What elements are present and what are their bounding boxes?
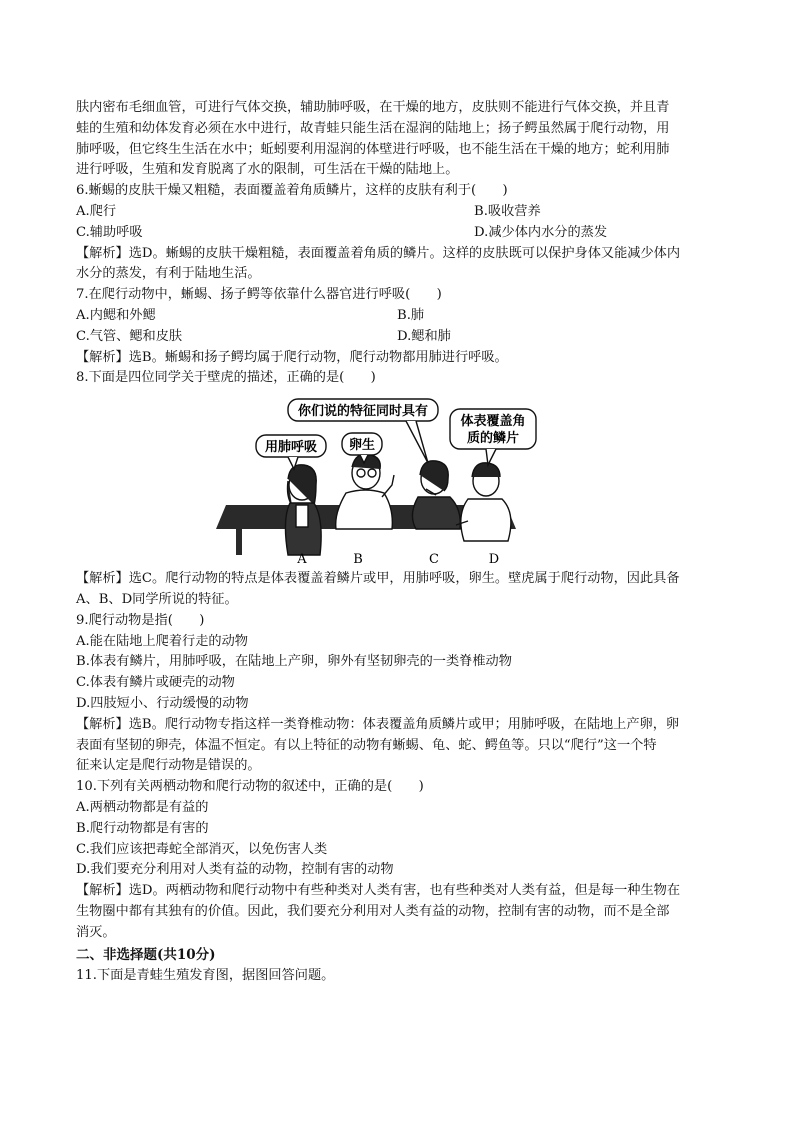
question-11-stem: 11.下面是青蛙生殖发育图，据图回答问题。 (76, 967, 335, 983)
question-7-options (76, 306, 718, 348)
option-c: C.气管、鳃和皮肤 (76, 328, 183, 344)
question-8-stem: 8.下面是四位同学关于壁虎的描述，正确的是( ) (76, 370, 376, 386)
option-d: D.鳃和肺 (397, 328, 451, 344)
intro-line: 肺呼吸，但它终生生活在水中；蚯蚓要利用湿润的体壁进行呼吸，也不能生活在干燥的地方；蛇利用肺 (76, 141, 670, 157)
student-b-figure (336, 454, 394, 529)
bubble-text-d2: 质的鳞片 (466, 431, 520, 447)
option-c: C.体表有鳞片或硬壳的动物 (76, 675, 235, 691)
bubble-text-b: 卵生 (348, 438, 376, 454)
gecko-discussion-illustration (76, 393, 718, 565)
question-6-options (76, 202, 718, 244)
option-c: C.我们应该把毒蛇全部消灭，以免伤害人类 (76, 841, 328, 857)
label-c: C (429, 552, 439, 566)
option-a: A.内鳃和外鳃 (76, 307, 156, 323)
option-c: C.辅助呼吸 (76, 224, 143, 240)
student-c-figure (412, 461, 460, 529)
bubble-text-c: 你们说的特征同时具有 (297, 404, 429, 420)
question-6-analysis: 水分的蒸发，有利于陆地生活。 (76, 266, 261, 282)
label-d: D (488, 552, 500, 566)
student-a-figure (285, 465, 321, 555)
option-d: D.减少体内水分的蒸发 (474, 224, 608, 240)
question-10-analysis: 生物圈中都有其独有的价值。因此，我们要充分利用对人类有益的动物，控制有害的动物，而不是全部 (76, 903, 670, 919)
intro-line: 肤内密布毛细血管，可进行气体交换，辅助肺呼吸，在干燥的地方，皮肤则不能进行气体交换，并且青 (76, 100, 670, 115)
label-a: A (297, 552, 307, 566)
student-d-figure (456, 463, 511, 541)
option-b: B.爬行动物都是有害的 (76, 820, 209, 836)
question-6-stem: 6.蜥蜴的皮肤干燥又粗糙，表面覆盖着角质鳞片，这样的皮肤有利于( ) (76, 183, 508, 199)
intro-line: 进行呼吸，生殖和发育脱离了水的限制，可生活在干燥的陆地上。 (76, 162, 459, 178)
option-b: B.吸收营养 (474, 203, 541, 219)
table-leg (236, 529, 242, 555)
speech-bubble-d (450, 409, 536, 465)
speech-bubble-a (256, 435, 326, 469)
question-9-analysis: 【解析】选B。爬行动物专指这样一类脊椎动物：体表覆盖角质鳞片或甲；用肺呼吸，在陆地上产卵，卵 (76, 716, 680, 732)
option-a: A.两栖动物都是有益的 (76, 799, 209, 815)
document-page (76, 98, 718, 986)
question-9-analysis: 表面有坚韧的卵壳，体温不恒定。有以上特征的动物有蜥蜴、龟、蛇、鳄鱼等。只以“爬行”这一个特 (76, 737, 657, 753)
question-7-analysis: 【解析】选B。蜥蜴和扬子鳄均属于爬行动物，爬行动物都用肺进行呼吸。 (76, 349, 508, 365)
question-10-analysis: 【解析】选D。两栖动物和爬行动物中有些种类对人类有害，也有些种类对人类有益，但是每一种生物在 (76, 883, 681, 899)
question-8-analysis: A、B、D同学所说的特征。 (76, 591, 238, 607)
question-10-analysis: 消灭。 (76, 924, 116, 940)
bubble-text-d1: 体表覆盖角 (460, 414, 526, 430)
intro-line: 蛙的生殖和幼体发育必须在水中进行，故青蛙只能生活在湿润的陆地上；扬子鳄虽然属于爬行动物，用 (76, 120, 670, 136)
question-8-analysis: 【解析】选C。爬行动物的特点是体表覆盖着鳞片或甲，用肺呼吸，卵生。壁虎属于爬行动物，因此具备 (76, 571, 680, 587)
option-a: A.能在陆地上爬着行走的动物 (76, 633, 248, 649)
option-d: D.我们要充分利用对人类有益的动物，控制有害的动物 (76, 862, 394, 878)
illustration-svg (76, 393, 718, 565)
option-b: B.肺 (397, 307, 425, 323)
question-9-analysis: 征来认定是爬行动物是错误的。 (76, 758, 261, 774)
option-b: B.体表有鳞片，用肺呼吸，在陆地上产卵，卵外有坚韧卵壳的一类脊椎动物 (76, 654, 512, 670)
option-a: A.爬行 (76, 203, 117, 219)
question-10-stem: 10.下列有关两栖动物和爬行动物的叙述中，正确的是( ) (76, 779, 424, 795)
question-9-stem: 9.爬行动物是指( ) (76, 612, 205, 628)
question-6-analysis: 【解析】选D。蜥蜴的皮肤干燥粗糙，表面覆盖着角质的鳞片。这样的皮肤既可以保护身体又能减少体内 (76, 245, 681, 261)
option-d: D.四肢短小、行动缓慢的动物 (76, 695, 249, 711)
question-7-stem: 7.在爬行动物中，蜥蜴、扬子鳄等依靠什么器官进行呼吸( ) (76, 287, 442, 303)
section-2-title: 二、非选择题(共10分) (76, 946, 216, 963)
bubble-text-a: 用肺呼吸 (264, 440, 318, 456)
label-b: B (353, 552, 363, 566)
